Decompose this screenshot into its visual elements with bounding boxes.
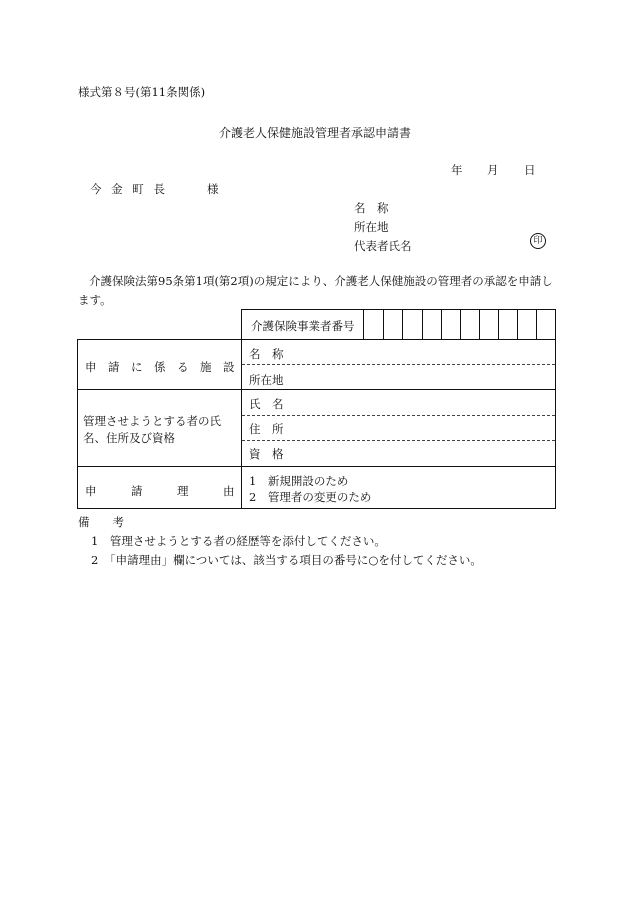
table-line <box>241 309 556 310</box>
seal-mark: 印 <box>530 233 546 249</box>
form-number: 様式第８号(第11条関係) <box>78 85 206 99</box>
digit-box-line <box>536 309 537 339</box>
digit-box-line <box>460 309 461 339</box>
reason-label: 申 請 理 由 <box>85 484 235 498</box>
date-day: 日 <box>524 163 536 177</box>
applicant-name-label: 名 称 <box>354 201 389 215</box>
provider-number-label: 介護保険事業者番号 <box>251 319 355 333</box>
facility-label: 申 請 に 係 る 施 設 <box>85 360 235 374</box>
date-line <box>451 162 536 178</box>
digit-box-line <box>402 309 403 339</box>
addressee: 今 金 町 長 <box>90 182 168 196</box>
digit-box-line <box>441 309 442 339</box>
digit-box-line <box>383 309 384 339</box>
date-year: 年 <box>451 163 463 177</box>
table-line <box>77 389 556 390</box>
table-line <box>241 309 242 339</box>
body-text: 介護保険法第95条第1項(第2項)の規定により、介護老人保健施設の管理者の承認を申請します。 <box>78 274 553 307</box>
application-table <box>77 309 556 509</box>
remarks-title: 備 考 <box>78 515 124 529</box>
remark-item: 2 「申請理由」欄については、該当する項目の番号に○を付してください。 <box>91 553 482 567</box>
table-line <box>77 466 556 467</box>
digit-box-line <box>422 309 423 339</box>
table-dashed-line <box>242 440 555 441</box>
table-line <box>77 339 78 509</box>
digit-box-line <box>498 309 499 339</box>
manager-label: 管理させようとする者の氏名、住所及び資格 <box>83 414 221 445</box>
table-line <box>77 508 556 509</box>
manager-address-label: 住 所 <box>249 422 284 436</box>
date-month: 月 <box>487 163 499 177</box>
facility-address-label: 所在地 <box>249 373 284 387</box>
applicant-representative-label: 代表者氏名 <box>354 239 412 253</box>
table-dashed-line <box>242 415 555 416</box>
remark-item: 1 管理させようとする者の経歴等を添付してください。 <box>91 534 386 548</box>
table-line <box>363 309 364 339</box>
table-line <box>77 339 556 340</box>
document-title: 介護老人保健施設管理者承認申請書 <box>218 126 411 140</box>
manager-qualification-label: 資 格 <box>249 447 284 461</box>
manager-name-label: 氏 名 <box>249 397 284 411</box>
applicant-address-label: 所在地 <box>354 220 389 234</box>
reason-option-1: 1 新規開設のため <box>249 474 349 488</box>
digit-box-line <box>517 309 518 339</box>
digit-box-line <box>479 309 480 339</box>
table-dashed-line <box>242 364 555 365</box>
honorific: 様 <box>207 182 219 196</box>
facility-name-label: 名 称 <box>249 347 284 361</box>
reason-option-2: 2 管理者の変更のため <box>249 490 372 504</box>
